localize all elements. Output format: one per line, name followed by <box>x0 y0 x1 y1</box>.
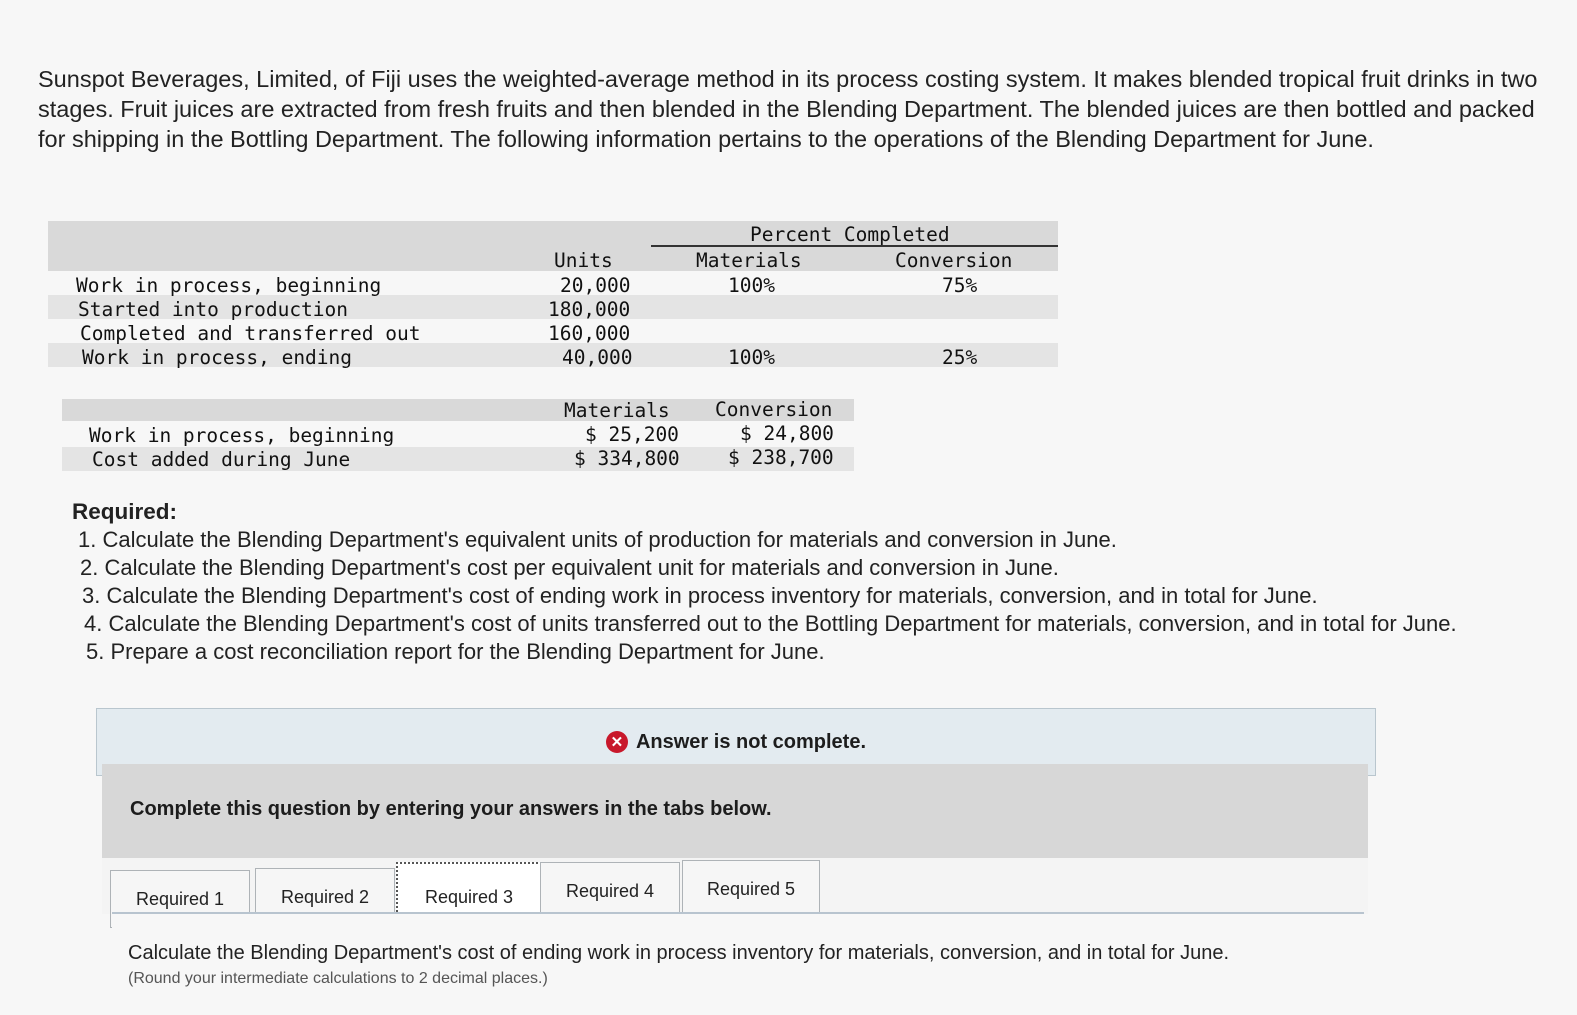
required-section <box>72 498 1512 666</box>
cost-table <box>62 399 862 473</box>
required-item: 1. Calculate the Blending Department's equivalent units of production for materials and conversion in June. <box>78 527 1117 552</box>
instructions-panel <box>102 764 1368 858</box>
row-label: Cost added during June <box>92 448 351 471</box>
tabs-bar <box>102 858 1368 914</box>
conversion-header: Conversion <box>895 249 1013 272</box>
required-item: 4. Calculate the Blending Department's cost of units transferred out to the Bottling Department for materials, conversion, and in total for June. <box>84 611 1457 636</box>
tab-instruction: Calculate the Blending Department's cost of ending work in process inventory for materials, conversion, and in total for June. <box>128 942 1230 964</box>
conversion-cost: $ 238,700 <box>728 446 834 469</box>
required-item: 5. Prepare a cost reconciliation report for the Blending Department for June. <box>86 639 825 664</box>
materials-pct: 100% <box>728 274 775 297</box>
tab-required-2[interactable]: Required 2 <box>255 868 395 926</box>
required-list <box>72 526 1512 666</box>
materials-pct: 100% <box>728 346 775 369</box>
units-header: Units <box>554 249 613 272</box>
row-label: Work in process, beginning <box>89 424 395 447</box>
answer-status-text: Answer is not complete. <box>635 730 867 753</box>
materials-header: Materials <box>696 249 802 272</box>
tab-required-1[interactable]: Required 1 <box>110 870 250 928</box>
conversion-header: Conversion <box>715 398 833 421</box>
units-table <box>48 221 1060 373</box>
row-label: Started into production <box>78 298 349 321</box>
row-label: Work in process, ending <box>82 346 353 369</box>
conversion-pct: 75% <box>942 274 978 297</box>
x-circle-icon: ✕ <box>606 731 628 753</box>
tab-required-4[interactable]: Required 4 <box>540 862 680 920</box>
units-value: 160,000 <box>548 322 631 345</box>
conversion-cost: $ 24,800 <box>740 422 834 445</box>
rounding-note: (Round your intermediate calculations to 2 decimal places.) <box>128 970 548 987</box>
problem-intro: Sunspot Beverages, Limited, of Fiji uses the weighted-average method in its process costing system. It makes blended tropical fruit drinks in two stages. Fruit juices are extracted from fresh fruits and then blended in the Blending Department. The blended juices are then bottled and packed for shipping in the Bottling Department. The following information pertains to the operations of the Blending Department for June. <box>38 66 1538 152</box>
conversion-pct: 25% <box>942 346 978 369</box>
units-value: 40,000 <box>562 346 633 369</box>
materials-cost: $ 25,200 <box>585 423 679 446</box>
instructions-text: Complete this question by entering your answers in the tabs below. <box>130 798 772 820</box>
materials-header: Materials <box>564 399 670 422</box>
row-label: Completed and transferred out <box>80 322 421 345</box>
units-value: 180,000 <box>548 298 631 321</box>
tab-content-panel <box>112 912 1364 1015</box>
units-value: 20,000 <box>560 274 631 297</box>
tab-required-5[interactable]: Required 5 <box>682 860 820 918</box>
required-item: 3. Calculate the Blending Department's cost of ending work in process inventory for materials, conversion, and in total for June. <box>82 583 1318 608</box>
materials-cost: $ 334,800 <box>574 447 680 470</box>
required-title: Required: <box>72 499 178 524</box>
percent-completed-header: Percent Completed <box>750 223 950 246</box>
tab-required-3[interactable]: Required 3 <box>396 862 542 932</box>
row-label: Work in process, beginning <box>76 274 382 297</box>
required-item: 2. Calculate the Blending Department's cost per equivalent unit for materials and conversion in June. <box>80 555 1059 580</box>
